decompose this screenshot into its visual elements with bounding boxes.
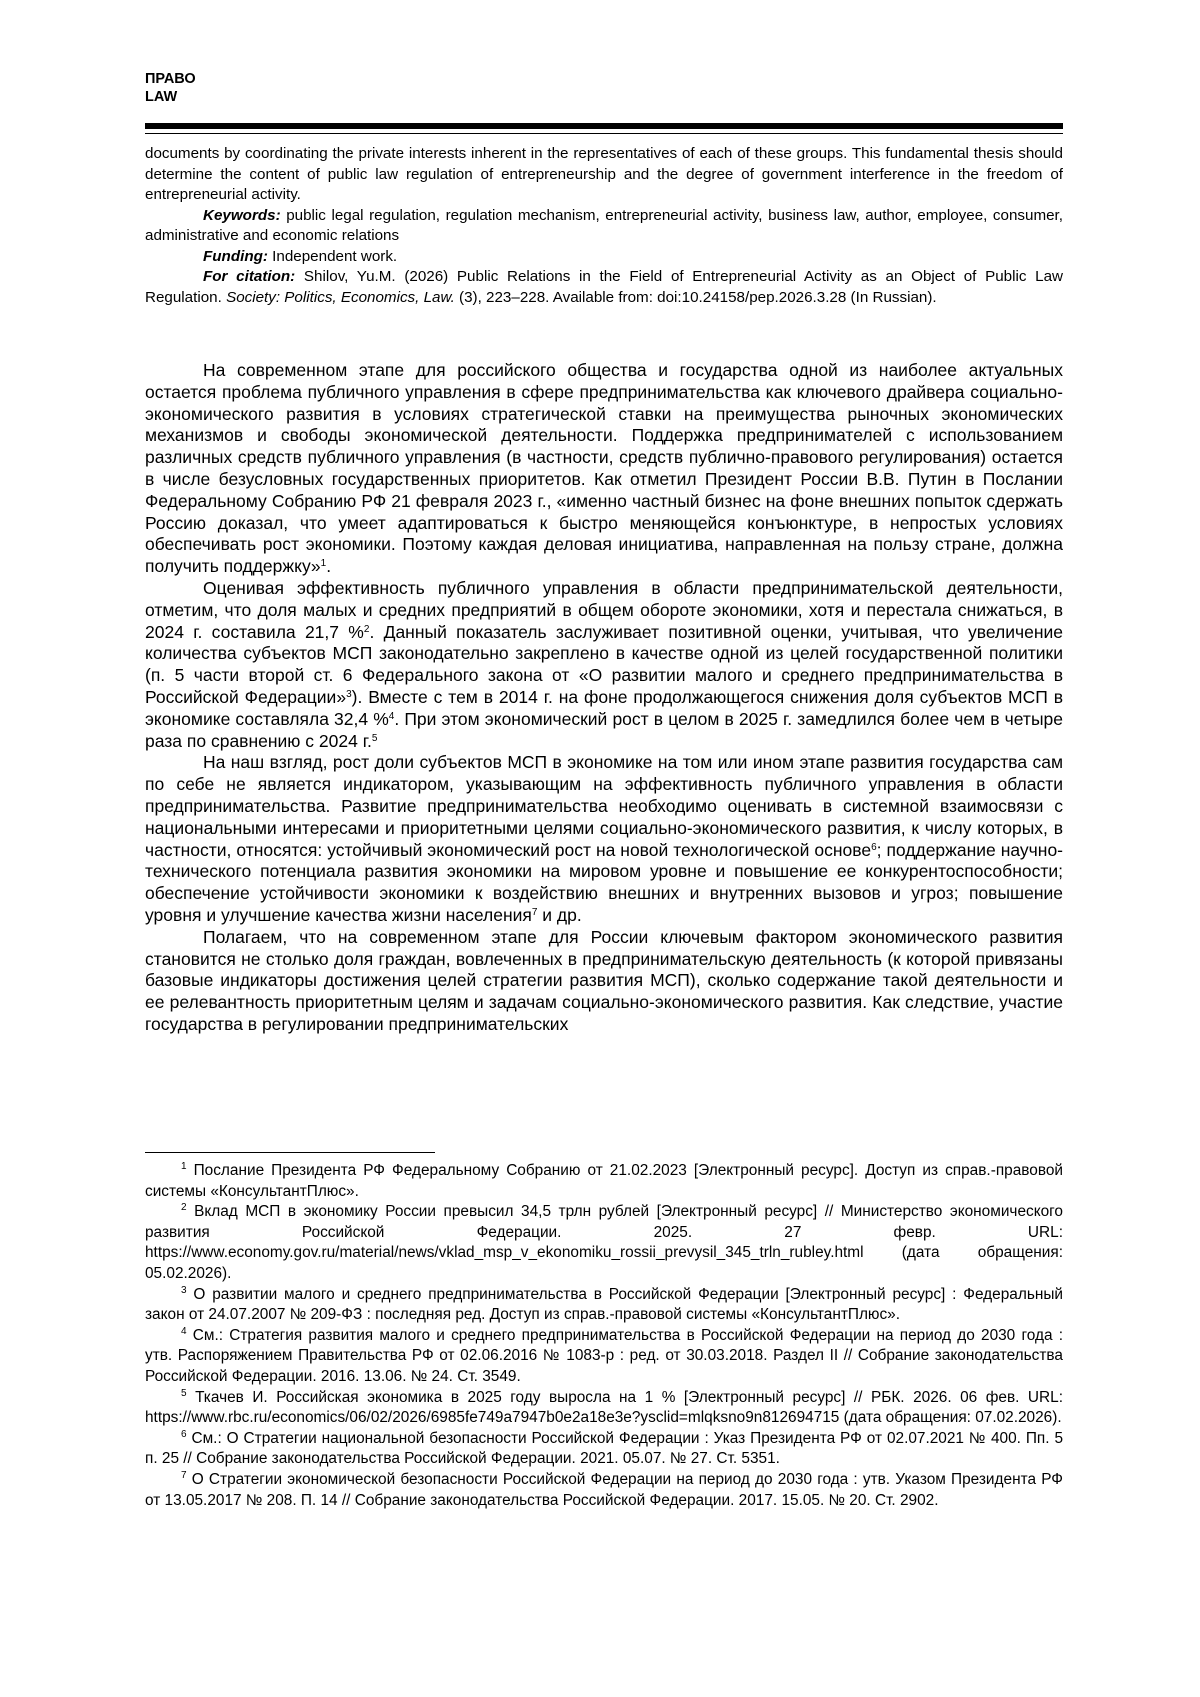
funding-text: Independent work. — [267, 247, 398, 265]
header-section-en: LAW — [145, 89, 178, 105]
abstract-text: documents by coordinating the private interests inherent in the representatives of each of these groups. This fundamental thesis should determine the content of public law regulation of entrepreneurship and the degree of government interference in the freedom of entrepreneurial activity. — [145, 145, 1063, 203]
footnote-number: 7 — [181, 1469, 187, 1481]
citation-journal: Society: Politics, Economics, Law. — [226, 288, 455, 306]
paragraph-4: Полагаем, что на современном этапе для России ключевым фактором экономического развития становится не столько доля граждан, вовлеченных в предпринимательскую деятельность (к которой привязаны базовые индикаторы достижения целей стратегии развития МСП), сколько содержание такой деятельности и ее релевантность приоритетным целям и задачам социально-экономического развития. Как следствие, участие государства в регулировании предпринимательских — [145, 926, 1063, 1034]
footnotes — [145, 1161, 1063, 1511]
header-section-ru: ПРАВО — [145, 71, 196, 87]
footnote-3 — [145, 1285, 1063, 1326]
keywords — [145, 206, 1063, 247]
paragraph-2 — [145, 578, 1063, 752]
main-text — [145, 360, 1063, 1036]
paragraph-2-text-a: Оценивая эффективность публичного управления в области предпринимательской деятельности, отметим, что доля малых и средних предприятий в общем обороте экономики, хотя и перестала снижаться, в 2024 г. составила 21,7 % — [145, 577, 1063, 642]
paragraph-1 — [145, 360, 1063, 578]
keywords-label: Keywords: — [203, 206, 281, 224]
footnote-ref-2[interactable]: 2 — [363, 623, 370, 635]
footnote-2 — [145, 1202, 1063, 1284]
footnote-4 — [145, 1326, 1063, 1388]
footnote-text: Вклад МСП в экономику России превысил 34,5 трлн рублей [Электронный ресурс] // Министерство экономического развития Российской Федерации. 2025. 27 февр. URL: https://www.economy.gov.ru/material/news/vklad_msp_v_ekonomiku_rossii_prevysil_345_trln_rubley.html (дата обращения: 05.02.2026). — [145, 1203, 1063, 1282]
paragraph-3-text-b: ; поддержание научно-технического потенциала развития экономики на мировом уровне и повышение ее конкурентоспособности; обеспечение устойчивости экономики к воздействию внешних и внутренних вызовов и угроз; повышение уровня и улучшение качества жизни населения — [145, 839, 1063, 925]
paragraph-1-end: . — [326, 556, 332, 577]
header-rule-thick — [145, 123, 1063, 129]
footnote-number: 1 — [181, 1161, 187, 1172]
footnote-number: 2 — [181, 1202, 187, 1214]
footnote-text: О Стратегии экономической безопасности Российской Федерации на период до 2030 года : утв. Указом Президента РФ от 13.05.2017 № 208. П. 14 // Собрание законодательства Российской Федерации. 2017. 15.05. № 20. Ст. 2902. — [145, 1470, 1063, 1509]
paragraph-3-text-c: и др. — [537, 904, 582, 925]
footnote-ref-6[interactable]: 6 — [871, 841, 877, 853]
footnote-ref-1[interactable]: 1 — [320, 558, 327, 570]
footnote-7 — [145, 1470, 1063, 1511]
footnote-number: 6 — [181, 1428, 187, 1440]
footnote-number: 5 — [181, 1387, 187, 1399]
running-header — [145, 70, 196, 106]
footnote-1 — [145, 1161, 1063, 1202]
footnote-number: 4 — [181, 1325, 187, 1337]
paragraph-2-text-b: . Данный показатель заслуживает позитивной оценки, учитывая, что увеличение количества субъектов МСП законодательно закреплено в качестве одной из целей государственной политики (п. 5 части второй ст. 6 Федерального закона от «О развитии малого и среднего предпринимательства в Российской Федерации» — [145, 621, 1063, 707]
paragraph-3-text-a: На наш взгляд, рост доли субъектов МСП в экономике на том или ином этапе развития государства сам по себе не является индикатором, указывающим на эффективность публичного управления в области предпринимательства. Развитие предпринимательства необходимо оценивать в системной взаимосвязи с национальными интересами и приоритетными целями социально-экономического развития, к числу которых, в частности, относятся: устойчивый экономический рост на новой технологической основе — [145, 752, 1063, 860]
footnote-text: См.: О Стратегии национальной безопасности Российской Федерации : Указ Президента РФ от 02.07.2021 № 400. Пп. 5 п. 25 // Собрание законодательства Российской Федерации. 2021. 05.07. № 27. Ст. 5351. — [145, 1429, 1063, 1468]
citation — [145, 267, 1063, 308]
paragraph-3 — [145, 752, 1063, 926]
footnote-ref-4[interactable]: 4 — [388, 710, 395, 722]
citation-text-a: Shilov, Yu.M. (2026) Public Relations in the Field of Entrepreneurial Activity as an Object of Public Law Regulation. — [145, 268, 1064, 306]
header-rule-thin — [145, 133, 1063, 134]
footnote-6 — [145, 1429, 1063, 1470]
paragraph-2-text-d: . При этом экономический рост в целом в 2025 г. замедлился более чем в четыре раза по сравнению с 2024 г. — [145, 708, 1063, 751]
footnote-text: О развитии малого и среднего предпринимательства в Российской Федерации [Электронный ресурс] : Федеральный закон от 24.07.2007 № 209-ФЗ : последняя ред. Доступ из справ.-правовой системы «КонсультантПлюс». — [145, 1285, 1063, 1324]
footnote-5 — [145, 1388, 1063, 1429]
footnote-text: Ткачев И. Российская экономика в 2025 году выросла на 1 % [Электронный ресурс] // РБК. 2026. 06 фев. URL: https://www.rbc.ru/economics/06/02/2026/6985fe749a7947b0e2a18e3e?ysclid=mlqksno9n812694715 (дата обращения: 07.02.2026). — [145, 1388, 1063, 1427]
footnote-ref-5[interactable]: 5 — [371, 732, 378, 744]
keywords-text: public legal regulation, regulation mechanism, entrepreneurial activity, business law, author, employee, consumer, administrative and economic relations — [145, 206, 1063, 244]
footnote-text: См.: Стратегия развития малого и среднего предпринимательства в Российской Федерации на период до 2030 года : утв. Распоряжением Правительства РФ от 02.06.2016 № 1083-р : ред. от 30.03.2018. Раздел II // Собрание законодательства Российской Федерации. 2016. 13.06. № 24. Ст. 3549. — [145, 1326, 1063, 1385]
footnote-text: Послание Президента РФ Федеральному Собранию от 21.02.2023 [Электронный ресурс]. Доступ из справ.-правовой системы «КонсультантПлюс». — [145, 1162, 1063, 1200]
footnote-number: 3 — [181, 1284, 187, 1296]
citation-text-b: (3), 223–228. Available from: doi:10.24158/pep.2026.3.28 (In Russian). — [454, 288, 937, 306]
footnote-ref-3[interactable]: 3 — [346, 688, 352, 700]
paragraph-1-text: На современном этапе для российского общества и государства одной из наиболее актуальных остается проблема публичного управления в сфере предпринимательства как ключевого драйвера социально-экономического развития в условиях стратегической ставки на преимущества рыночных экономических механизмов и свободы экономической деятельности. Поддержка предпринимателей с использованием различных средств публичного управления (в частности, средств публично-правового регулирования) остается в числе безусловных государственных приоритетов. Как отметил Президент России В.В. Путин в Послании Федеральному Собранию РФ 21 февраля 2023 г., «именно частный бизнес на фоне внешних попыток сдержать Россию доказал, что умеет адаптироваться к быстро меняющейся конъюнктуре, в непростых условиях обеспечивать рост экономики. Поэтому каждая деловая инициатива, направленная на пользу стране, должна получить поддержку» — [145, 360, 1063, 577]
funding — [145, 247, 1063, 268]
footnote-separator — [145, 1152, 435, 1153]
footnote-ref-7[interactable]: 7 — [531, 906, 538, 918]
funding-label: Funding: — [203, 247, 268, 265]
citation-label: For citation: — [203, 268, 296, 285]
abstract-block — [145, 144, 1063, 308]
paragraph-2-text-c: ). Вместе с тем в 2014 г. на фоне продолжающегося снижения доля субъектов МСП в экономике составляла 32,4 % — [145, 686, 1064, 729]
